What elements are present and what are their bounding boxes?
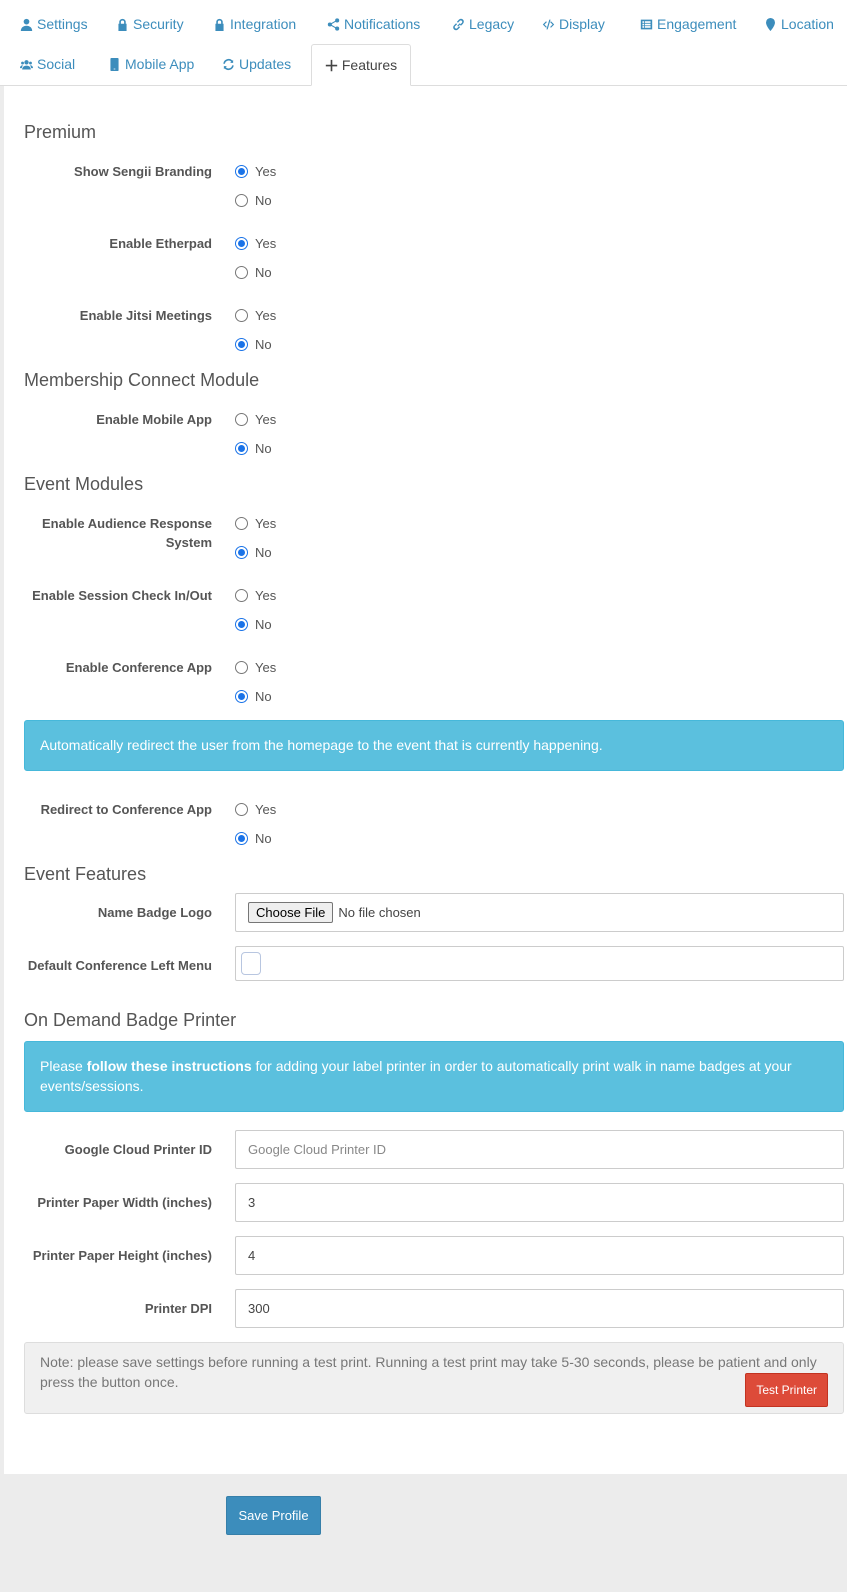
printer-dpi-label: Printer DPI — [144, 1301, 212, 1316]
tab-features[interactable]: Features — [311, 44, 411, 86]
printer-id-input[interactable]: Google Cloud Printer ID — [235, 1130, 844, 1169]
mobile-app-yes-radio[interactable]: Yes — [235, 412, 276, 427]
users-icon — [20, 58, 33, 71]
section-badge-printer: On Demand Badge Printer — [24, 1010, 237, 1030]
setting-label-audience-response: Enable Audience Response System — [41, 516, 212, 550]
note-text: Note: please save settings before running a test print. Running a test print may take 5-30 seconds, please be patient and only press the button once. — [40, 1354, 817, 1390]
redirect-yes-radio[interactable]: Yes — [235, 802, 276, 817]
tab-display[interactable]: Display — [542, 14, 605, 34]
lock-icon — [116, 18, 129, 31]
share-icon — [327, 18, 340, 31]
file-status-text: No file chosen — [338, 905, 421, 920]
name-badge-logo-label: Name Badge Logo — [97, 905, 212, 920]
conference-app-no-radio[interactable]: No — [235, 689, 272, 704]
setting-label-mobile-app: Enable Mobile App — [96, 412, 212, 427]
session-check-no-radio[interactable]: No — [235, 617, 272, 632]
etherpad-no-radio[interactable]: No — [235, 265, 272, 280]
settings-tabs — [0, 0, 847, 86]
test-printer-button[interactable]: Test Printer — [745, 1373, 828, 1407]
code-icon — [542, 18, 555, 31]
paper-height-input[interactable]: 4 — [235, 1236, 844, 1275]
default-menu-field[interactable] — [235, 946, 844, 981]
jitsi-no-radio[interactable]: No — [235, 337, 272, 352]
printer-dpi-input[interactable]: 300 — [235, 1289, 844, 1328]
paper-width-label: Printer Paper Width (inches) — [37, 1195, 212, 1210]
audience-response-no-radio[interactable]: No — [235, 545, 272, 560]
paper-width-input[interactable]: 3 — [235, 1183, 844, 1222]
name-badge-logo-file-input[interactable] — [235, 893, 844, 932]
tab-mobile-app[interactable]: Mobile App — [108, 54, 194, 74]
setting-label-jitsi: Enable Jitsi Meetings — [79, 308, 212, 323]
refresh-icon — [222, 58, 235, 71]
jitsi-yes-radio[interactable]: Yes — [235, 308, 276, 323]
etherpad-yes-radio[interactable]: Yes — [235, 236, 276, 251]
plus-icon — [325, 59, 338, 72]
show-branding-no-radio[interactable]: No — [235, 193, 272, 208]
map-marker-icon — [764, 18, 777, 31]
tab-settings[interactable]: Settings — [20, 14, 88, 34]
instructions-link[interactable]: follow these instructions — [86, 1058, 252, 1074]
save-profile-button[interactable]: Save Profile — [226, 1496, 321, 1535]
show-branding-yes-radio[interactable]: Yes — [235, 164, 276, 179]
link-icon — [452, 18, 465, 31]
session-check-yes-radio[interactable]: Yes — [235, 588, 276, 603]
section-event-features: Event Features — [24, 864, 147, 884]
tab-social[interactable]: Social — [20, 54, 75, 74]
tab-integration[interactable]: Integration — [213, 14, 296, 34]
tab-engagement[interactable]: Engagement — [640, 14, 736, 34]
test-print-note — [24, 1342, 844, 1414]
user-icon — [20, 18, 33, 31]
mobile-app-no-radio[interactable]: No — [235, 441, 272, 456]
default-menu-label: Default Conference Left Menu — [27, 958, 212, 973]
redirect-no-radio[interactable]: No — [235, 831, 272, 846]
printer-info-callout: Please follow these instructions for adding your label printer in order to automatically print walk in name badges at your events/sessions. — [24, 1041, 844, 1112]
tab-location[interactable]: Location — [764, 14, 834, 34]
tab-notifications[interactable]: Notifications — [327, 14, 420, 34]
audience-response-yes-radio[interactable]: Yes — [235, 516, 276, 531]
printer-id-label: Google Cloud Printer ID — [64, 1142, 212, 1157]
setting-label-session-check: Enable Session Check In/Out — [32, 588, 212, 603]
default-menu-checkbox[interactable] — [241, 952, 261, 975]
tab-security[interactable]: Security — [116, 14, 184, 34]
tab-updates[interactable]: Updates — [222, 54, 291, 74]
tab-legacy[interactable]: Legacy — [452, 14, 514, 34]
conference-app-yes-radio[interactable]: Yes — [235, 660, 276, 675]
lock-icon — [213, 18, 226, 31]
section-membership-connect: Membership Connect Module — [24, 370, 260, 390]
section-event-modules: Event Modules — [24, 474, 144, 494]
setting-label-redirect: Redirect to Conference App — [40, 802, 212, 817]
redirect-info-callout: Automatically redirect the user from the homepage to the event that is currently happening. — [24, 720, 844, 771]
choose-file-button[interactable]: Choose File — [248, 902, 333, 923]
section-premium: Premium — [24, 122, 97, 142]
setting-label-conference-app: Enable Conference App — [65, 660, 212, 675]
setting-label-etherpad: Enable Etherpad — [109, 236, 212, 251]
list-icon — [640, 18, 653, 31]
setting-label-show-branding: Show Sengii Branding — [74, 164, 212, 179]
mobile-icon — [108, 58, 121, 71]
paper-height-label: Printer Paper Height (inches) — [32, 1248, 212, 1263]
